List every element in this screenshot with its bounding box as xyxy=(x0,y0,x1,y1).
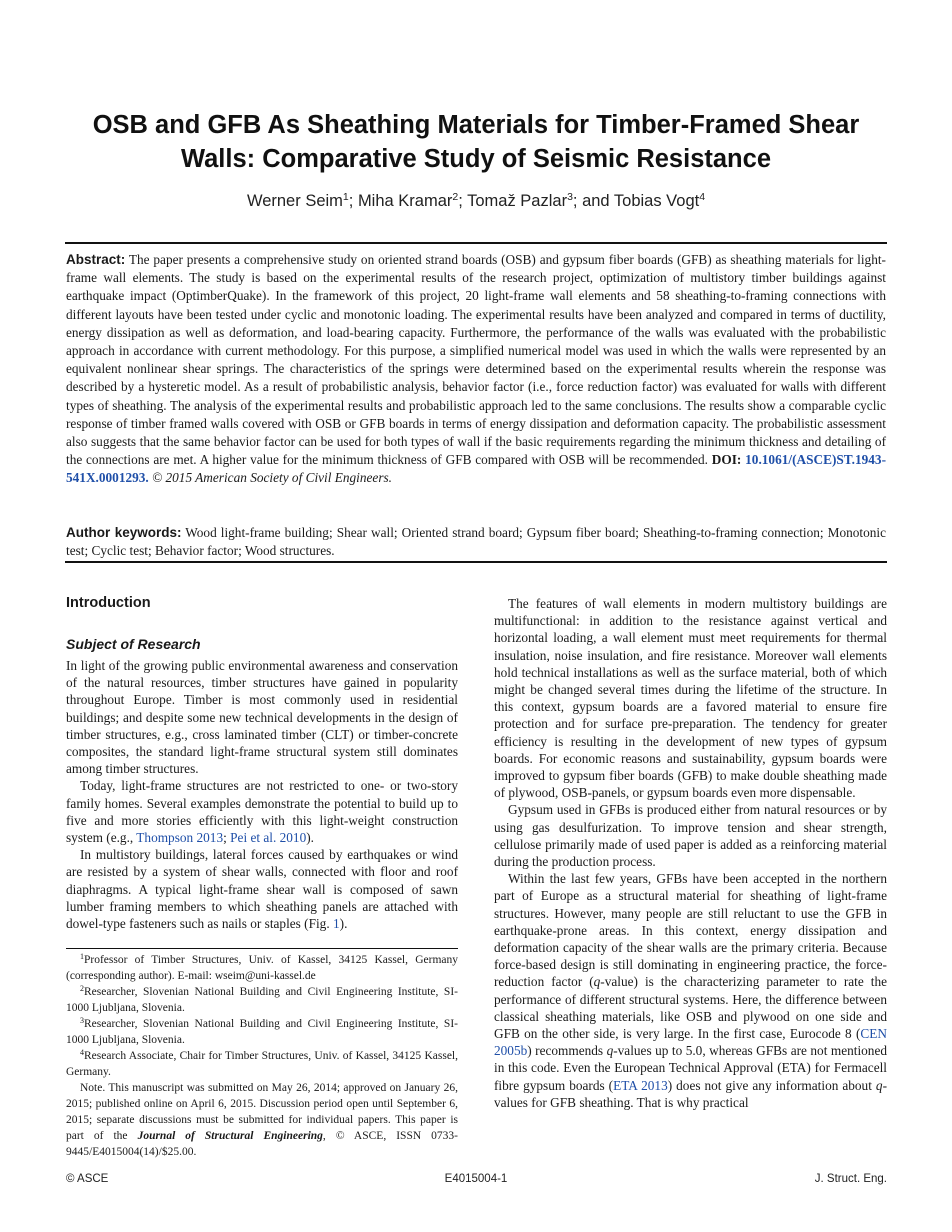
abstract xyxy=(66,251,886,488)
doi-label: DOI: xyxy=(711,452,742,468)
author-name: Miha Kramar xyxy=(357,192,453,210)
citation-link[interactable]: CEN 2005b xyxy=(494,1026,887,1059)
footnote xyxy=(66,952,458,984)
body-paragraph: Gypsum used in GFBs is produced either from natural resources or by using gas desulfurization. To improve tension and shear strength, cellulose primarily made of used paper is added as a reinforcing material during the production process. xyxy=(494,802,887,870)
footnote-rule xyxy=(66,948,458,949)
footnote-mark: 4 xyxy=(80,1048,84,1057)
abstract-text: The paper presents a comprehensive study on oriented strand boards (OSB) and gypsum fiber boards (GFB) as sheathing materials for light-frame wall elements. The study is based on the experimental results of the research project, optimization of multistory timber buildings against earthquake impact (OptimberQuake). In the framework of this project, 20 light-frame wall elements and 58 sheathing-to-framing connections with different layouts have been tested under cyclic and monotonic loading. The experimental results have been analyzed and compared in terms of ductility, energy dissipation as well as deformation, and load-bearing capacity. Furthermore, the performance of the walls was evaluated with the probabilistic approach in accordance with current methodology. For this purpose, a simplified numerical model was used in which the walls were represented by an equivalent nonlinear shear springs. The characteristics of the springs were determined based on the experimental results wherein the response was described by a hysteretic model. As a result of probabilistic analysis, behavior factor (i.e., force reduction factor) was evaluated for walls with different types of sheathing. The analysis of the experimental results and probabilistic approach led to the same conclusions. The results show a comparable cyclic response of timber framed walls covered with OSB or GFB boards in terms of energy dissipation and deformation capacity. The probabilistic assessment also suggests that the same behavior factor can be used for both types of wall if the basic requirements regarding the minimum thickness and detailing of the connections are met. A higher value for the minimum thickness of GFB compared with OSB will be recommended. xyxy=(66,252,886,468)
footnote-mark: 2 xyxy=(80,984,84,993)
body-paragraph xyxy=(66,846,458,932)
paragraph-text: ). xyxy=(339,916,348,932)
footnote-mark: 1 xyxy=(80,952,84,961)
author-name: Tomaž Pazlar xyxy=(467,192,568,210)
author-separator: ; xyxy=(458,192,468,210)
math-symbol: q xyxy=(606,1043,614,1059)
paragraph-text: ) recommends xyxy=(527,1043,607,1059)
math-symbol: q xyxy=(875,1077,883,1093)
author-list xyxy=(60,190,892,212)
footnote xyxy=(66,1016,458,1048)
keywords-label: Author keywords: xyxy=(66,525,182,540)
body-paragraph xyxy=(494,870,887,1111)
section-heading: Introduction xyxy=(66,595,151,611)
math-symbol: q xyxy=(593,974,601,990)
paragraph-text: ) does not give any information about xyxy=(667,1077,876,1093)
abstract-top-rule xyxy=(65,242,887,244)
body-paragraph xyxy=(66,777,458,846)
footnote-text: Professor of Timber Structures, Univ. of Kassel, 34125 Kassel, Germany (corresponding author). E-mail: wseim@uni-kassel.de xyxy=(66,954,458,982)
citation-link[interactable]: Thompson 2013 xyxy=(136,830,224,846)
paper-title: OSB and GFB As Sheathing Materials for Timber-Framed Shear Walls: Comparative Study of Seismic Resistance xyxy=(92,111,860,173)
left-column xyxy=(66,594,458,932)
copyright-notice: © 2015 American Society of Civil Engineers. xyxy=(152,470,392,486)
author-affiliation-mark: 4 xyxy=(699,191,706,203)
journal-name: Journal of Structural Engineering xyxy=(137,1130,323,1142)
paragraph-text: Today, light-frame structures are not restricted to one- or two-story family homes. Several examples demonstrate the potential to build up to five and more stories efficiently with this light-weight construction system (e.g., xyxy=(66,778,458,846)
abstract-bottom-rule xyxy=(65,561,887,563)
author-name: Tobias Vogt xyxy=(613,192,700,210)
abstract-label: Abstract: xyxy=(66,252,126,267)
paragraph-text: Within the last few years, GFBs have been accepted in the northern part of Europe as a structural material for sheathing of light-frame structures. However, many people are still reluctant to use the GFB in earthquake-prone areas. In this context, energy dissipation and deformation capacity of the shear walls are the primary criteria. Because force-based design is still dominating in engineering practice, the force-reduction factor ( xyxy=(494,871,887,990)
footnote-text: Note. This manuscript was submitted on May 26, 2014; approved on January 26, 2015; published online on April 6, 2015. Discussion period open until September 6, 2015; separate discussions must be submitted for individual papers. This paper is part of the xyxy=(66,1082,458,1142)
footer-journal: J. Struct. Eng. xyxy=(814,1173,887,1185)
keywords-text: Wood light-frame building; Shear wall; Oriented strand board; Gypsum fiber board; Sheathing-to-framing connection; Monotonic test; Cyclic test; Behavior factor; Wood structures. xyxy=(66,525,886,559)
footnotes xyxy=(66,952,458,1160)
paragraph-text: -values for GFB sheathing. That is why practical xyxy=(494,1077,887,1110)
body-paragraph: In light of the growing public environmental awareness and conservation of the natural resources, timber structures have gained in popularity throughout Europe. Timber is most commonly used in residential buildings; and despite some new technical developments in the design of timber structures, e.g., cross laminated timber (CLT) or timber-concrete composites, the standard light-frame structural system still dominates among timber structures. xyxy=(66,658,458,777)
citation-link[interactable]: Pei et al. 2010 xyxy=(230,830,307,846)
doi-link[interactable]: 10.1061/(ASCE)ST.1943-541X.0001293. xyxy=(66,452,887,486)
paragraph-text: -value) is the characterizing parameter to rate the performance of different structural systems. Here, the difference between classical sheathing materials, like OSB and plywood on one side and GFB on the other side, is very large. In the first case, Eurocode 8 ( xyxy=(494,974,887,1042)
right-column xyxy=(494,595,887,1111)
footnote-mark: 3 xyxy=(80,1016,84,1025)
footnote xyxy=(66,984,458,1016)
paragraph-text: In multistory buildings, lateral forces caused by earthquakes or wind are resisted by a system of shear walls, connected with floor and roof diaphragms. A typical light-frame shear wall is composed of sawn lumber framing members to which sheathing panels are attached with dowel-type fasteners such as nails or staples (Fig. xyxy=(66,847,458,932)
footnote-text: Research Associate, Chair for Timber Structures, Univ. of Kassel, 34125 Kassel, Germany. xyxy=(66,1050,458,1078)
footer-publisher: © ASCE xyxy=(66,1173,109,1185)
manuscript-note xyxy=(66,1080,458,1160)
paragraph-text: ). xyxy=(306,830,314,846)
paragraph-text: ; xyxy=(223,830,231,846)
subsection-heading: Subject of Research xyxy=(66,636,201,652)
author-separator: ; xyxy=(348,192,358,210)
author-keywords xyxy=(66,524,886,560)
author-affiliation-mark: 2 xyxy=(452,191,459,203)
author-affiliation-mark: 1 xyxy=(342,191,349,203)
footnote-text: , © ASCE, ISSN 0733-9445/E4015004(14)/$25.00. xyxy=(66,1130,458,1158)
figure-link[interactable]: 1 xyxy=(332,916,340,932)
body-paragraph: The features of wall elements in modern multistory buildings are multifunctional: in addition to the resistance against vertical and horizontal loading, a wall element must meet requirements for thermal insulation, noise insulation, and fire resistance. Moreover wall elements hold technical installations as well as the surface material, both of which might be changed several times during the lifetime of the structure. In this context, gypsum boards are a favored material to ensure fire protection and for surface pre-preparation. The tendency for greater efficiency is resulting in the development of new types of gypsum boards. For economic reasons and sustainability, gypsum boards were improved to gypsum fiber boards (GFB) to make double sheathing made of plywood, OSB-panels, or gypsum boards even more dispensable. xyxy=(494,596,887,801)
footer-page-id: E4015004-1 xyxy=(444,1173,508,1185)
footnote-text: Researcher, Slovenian National Building and Civil Engineering Institute, SI-1000 Ljubljana, Slovenia. xyxy=(66,986,458,1014)
author-name: Werner Seim xyxy=(246,192,343,210)
footnote xyxy=(66,1048,458,1080)
author-affiliation-mark: 3 xyxy=(567,191,573,203)
footnote-text: Researcher, Slovenian National Building and Civil Engineering Institute, SI-1000 Ljubljana, Slovenia. xyxy=(66,1018,458,1046)
author-separator: ; and xyxy=(572,192,614,210)
paragraph-text: -values up to 5.0, whereas GFBs are not mentioned in this code. Even the European Technical Approval (ETA) for Fermacell fibre gypsum boards ( xyxy=(494,1043,887,1093)
citation-link[interactable]: ETA 2013 xyxy=(613,1077,668,1093)
